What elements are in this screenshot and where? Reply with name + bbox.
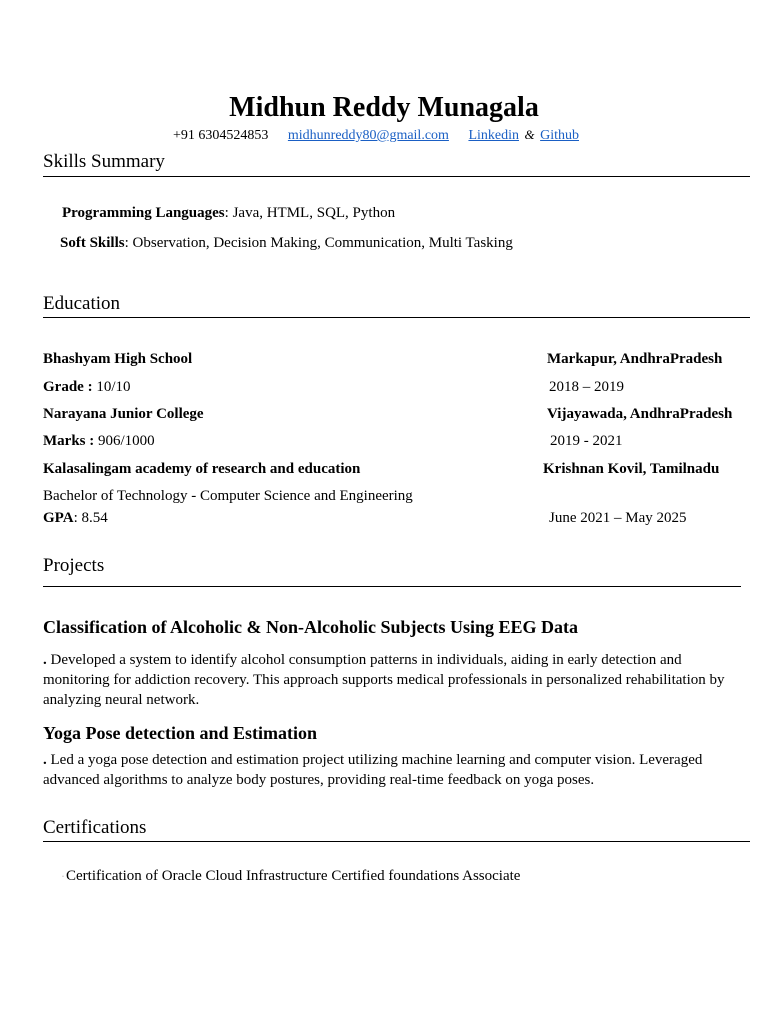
education-section-title: Education (43, 293, 121, 314)
programming-languages-line (62, 205, 395, 222)
school-grade: Grade : 10/10 (43, 379, 131, 395)
university-name: Kalasalingam academy of research and education (43, 461, 361, 477)
university-degree: Bachelor of Technology - Computer Science and Engineering (43, 488, 413, 504)
college-dates: 2019 - 2021 (550, 433, 623, 449)
college-marks: Marks : 906/1000 (43, 433, 155, 449)
soft-skills-line (60, 235, 513, 252)
school-name: Bhashyam High School (43, 351, 193, 367)
programming-languages-label: Programming Languages (62, 205, 225, 221)
soft-skills-value: : Observation, Decision Making, Communication, Multi Tasking (124, 235, 513, 251)
candidate-name: Midhun Reddy Munagala (229, 92, 539, 123)
skills-section-title: Skills Summary (43, 151, 165, 172)
soft-skills-label: Soft Skills (60, 235, 125, 251)
university-gpa: GPA: 8.54 (43, 510, 108, 526)
project-title: Yoga Pose detection and Estimation (43, 723, 317, 743)
programming-languages-value: : Java, HTML, SQL, Python (224, 205, 396, 221)
link-separator: & (524, 127, 535, 142)
projects-divider (43, 586, 741, 587)
projects-section-title: Projects (43, 555, 105, 576)
phone-number: +91 6304524853 (172, 128, 269, 143)
project-description: . Led a yoga pose detection and estimation project utilizing machine learning and computer vision. Leveraged advanced algorithms to analyze body postures, providing real-time feedback on yoga poses. (43, 752, 703, 788)
school-dates: 2018 – 2019 (549, 379, 624, 395)
college-name: Narayana Junior College (43, 406, 204, 422)
education-divider (43, 317, 750, 318)
certifications-section-title: Certifications (43, 817, 147, 838)
college-location: Vijayawada, AndhraPradesh (547, 406, 733, 422)
github-link[interactable]: Github (540, 128, 579, 143)
certification-item: · Certification of Oracle Cloud Infrastructure Certified foundations Associate (62, 868, 521, 884)
school-location: Markapur, AndhraPradesh (547, 351, 723, 367)
email-link[interactable]: midhunreddy80@gmail.com (287, 128, 449, 143)
project-title: Classification of Alcoholic & Non-Alcoholic Subjects Using EEG Data (43, 617, 579, 637)
university-location: Krishnan Kovil, Tamilnadu (543, 461, 720, 477)
certifications-divider (43, 841, 750, 842)
skills-divider (43, 176, 750, 177)
bullet-icon: · (62, 873, 64, 880)
project-description: . Developed a system to identify alcohol consumption patterns in individuals, aiding in early detection and monitoring for addiction recovery. This approach supports medical professionals in personalized rehabilitation by analyzing neural network. (43, 652, 725, 708)
university-dates: June 2021 – May 2025 (549, 510, 687, 526)
contact-line (0, 127, 752, 144)
linkedin-link[interactable]: Linkedin (468, 128, 519, 143)
